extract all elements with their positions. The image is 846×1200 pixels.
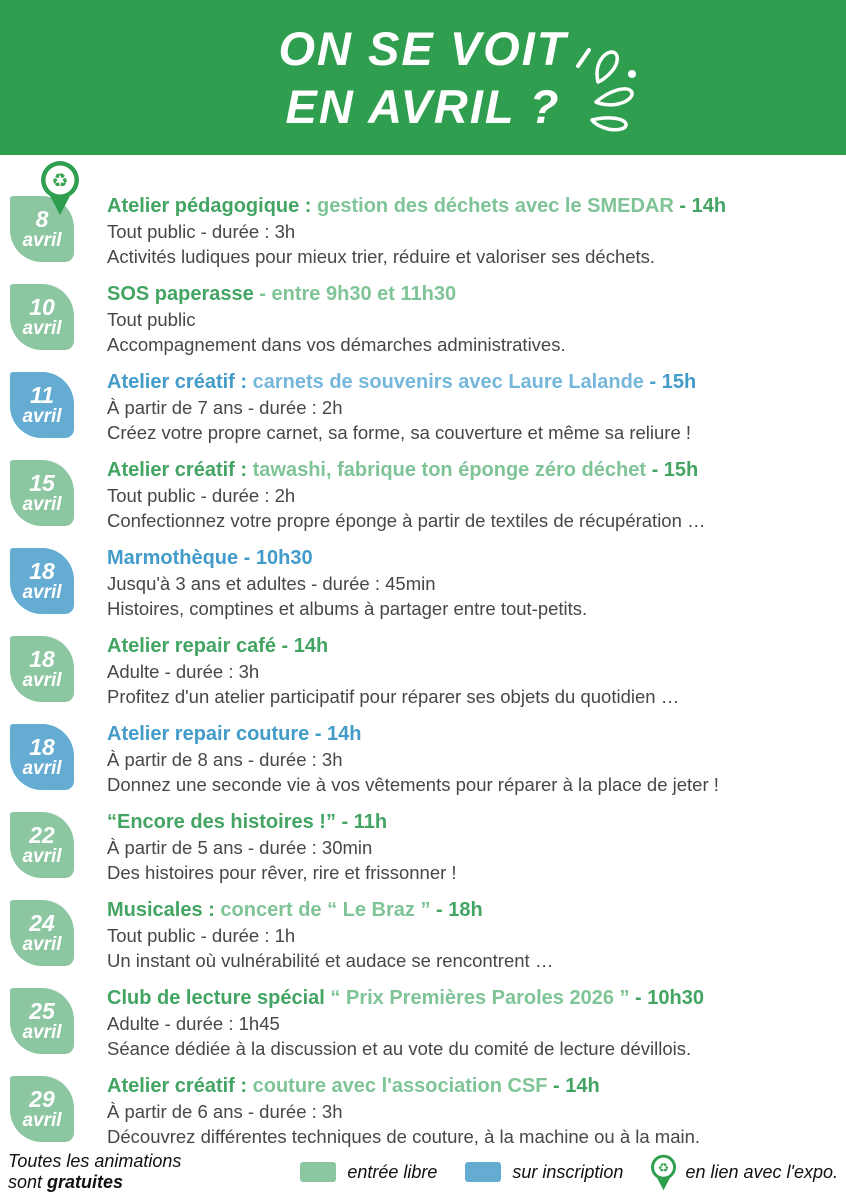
event-row: [10, 457, 836, 545]
date-day: 18: [29, 557, 55, 584]
event-content: [107, 721, 719, 809]
date-day: 22: [29, 821, 55, 848]
event-meta: À partir de 8 ans - durée : 3h: [107, 749, 343, 770]
date-badge: [10, 284, 74, 350]
expo-link-label: en lien avec l'expo.: [685, 1161, 838, 1182]
date-day: 29: [29, 1085, 55, 1112]
date-day: 15: [29, 469, 55, 496]
event-row: [10, 633, 836, 721]
poster-title-line2: EN AVRIL ?: [285, 79, 561, 133]
event-title: Musicales : concert de “ Le Braz ” - 18h: [107, 899, 483, 921]
footer-note-bold: gratuites: [47, 1172, 124, 1192]
date-month: avril: [22, 758, 62, 780]
date-badge: [10, 636, 74, 702]
date-badge-wrap: [10, 369, 74, 457]
date-badge-wrap: [10, 457, 74, 545]
date-month: avril: [22, 670, 62, 692]
footer-note: [8, 1151, 268, 1193]
date-month: avril: [22, 406, 62, 428]
event-description: Séance dédiée à la discussion et au vote du comité de lecture dévillois.: [107, 1038, 692, 1059]
event-description: Découvrez différentes techniques de couture, à la machine ou à la main.: [107, 1126, 701, 1147]
date-badge-wrap: [10, 721, 74, 809]
date-day: 18: [29, 733, 55, 760]
date-badge: [10, 372, 74, 438]
event-meta: Tout public - durée : 1h: [107, 925, 296, 946]
event-content: [107, 897, 553, 985]
event-row: [10, 281, 836, 369]
expo-pin-icon: [38, 160, 82, 216]
event-content: [107, 369, 696, 457]
date-day: 8: [35, 205, 49, 232]
event-meta: Tout public: [107, 309, 196, 330]
date-month: avril: [22, 230, 62, 252]
event-title: Atelier créatif : couture avec l'association CSF - 14h: [107, 1075, 600, 1097]
expo-pin-legend-icon: [649, 1154, 678, 1191]
event-meta: À partir de 6 ans - durée : 3h: [107, 1101, 343, 1122]
date-badge: [10, 460, 74, 526]
date-badge-wrap: [10, 633, 74, 721]
event-description: Des histoires pour rêver, rire et frissonner !: [107, 862, 457, 883]
date-day: 10: [29, 293, 55, 320]
event-meta: Adulte - durée : 3h: [107, 661, 260, 682]
event-content: [107, 633, 679, 721]
event-row: [10, 809, 836, 897]
event-row: [10, 170, 836, 281]
event-title: Club de lecture spécial “ Prix Premières Paroles 2026 ” - 10h30: [107, 987, 704, 1009]
date-badge: [10, 548, 74, 614]
date-month: avril: [22, 318, 62, 340]
event-content: [107, 1073, 700, 1161]
poster-title: [279, 20, 568, 136]
date-day: 11: [30, 381, 54, 408]
svg-text:♻: ♻: [51, 170, 69, 192]
event-meta: Adulte - durée : 1h45: [107, 1013, 280, 1034]
event-title: Marmothèque - 10h30: [107, 547, 313, 569]
sparkle-doodle-icon: [570, 40, 646, 138]
event-title: Atelier pédagogique : gestion des déchets avec le SMEDAR - 14h: [107, 195, 727, 217]
event-title: Atelier créatif : tawashi, fabrique ton éponge zéro déchet - 15h: [107, 459, 699, 481]
date-badge-wrap: [10, 170, 74, 281]
date-badge-wrap: [10, 809, 74, 897]
event-content: [107, 545, 587, 633]
event-content: [107, 457, 706, 545]
event-row: [10, 897, 836, 985]
date-day: 25: [29, 997, 55, 1024]
date-month: avril: [22, 1022, 62, 1044]
date-month: avril: [22, 494, 62, 516]
date-badge-wrap: [10, 281, 74, 369]
date-month: avril: [22, 934, 62, 956]
entree-libre-label: entrée libre: [347, 1161, 438, 1182]
event-meta: Tout public - durée : 2h: [107, 485, 296, 506]
sur-inscription-label: sur inscription: [512, 1161, 624, 1182]
footer-note-regular: Toutes les animations sont: [8, 1151, 182, 1192]
event-row: [10, 985, 836, 1073]
event-description: Confectionnez votre propre éponge à partir de textiles de récupération …: [107, 510, 706, 531]
entree-libre-swatch: [300, 1162, 336, 1182]
event-content: [107, 809, 457, 897]
svg-text:♻: ♻: [658, 1159, 670, 1175]
event-title: SOS paperasse - entre 9h30 et 11h30: [107, 283, 457, 305]
date-badge: [10, 812, 74, 878]
date-badge-wrap: [10, 897, 74, 985]
event-title: Atelier repair couture - 14h: [107, 723, 362, 745]
event-meta: À partir de 7 ans - durée : 2h: [107, 397, 343, 418]
date-badge-wrap: [10, 985, 74, 1073]
event-row: [10, 369, 836, 457]
event-title: Atelier repair café - 14h: [107, 635, 329, 657]
event-row: [10, 545, 836, 633]
poster-header: [0, 0, 846, 155]
event-description: Créez votre propre carnet, sa forme, sa couverture et même sa reliure !: [107, 422, 692, 443]
event-content: [107, 193, 726, 281]
event-description: Profitez d'un atelier participatif pour réparer ses objets du quotidien …: [107, 686, 680, 707]
date-badge: [10, 988, 74, 1054]
date-badge-wrap: [10, 545, 74, 633]
event-description: Un instant où vulnérabilité et audace se rencontrent …: [107, 950, 554, 971]
sur-inscription-swatch: [465, 1162, 501, 1182]
date-badge: [10, 900, 74, 966]
event-row: [10, 721, 836, 809]
event-meta: À partir de 5 ans - durée : 30min: [107, 837, 373, 858]
event-title: “Encore des histoires !” - 11h: [107, 811, 388, 833]
poster-title-line1: ON SE VOIT: [278, 21, 568, 75]
event-description: Histoires, comptines et albums à partager entre tout-petits.: [107, 598, 588, 619]
event-content: [107, 281, 566, 369]
event-row: [10, 1073, 836, 1161]
date-badge-wrap: [10, 1073, 74, 1161]
event-meta: Jusqu'à 3 ans et adultes - durée : 45min: [107, 573, 436, 594]
date-badge: [10, 1076, 74, 1142]
event-description: Activités ludiques pour mieux trier, réduire et valoriser ses déchets.: [107, 246, 656, 267]
events-list: [10, 155, 836, 1161]
event-title: Atelier créatif : carnets de souvenirs avec Laure Lalande - 15h: [107, 371, 697, 393]
date-badge: [10, 724, 74, 790]
date-month: avril: [22, 846, 62, 868]
date-day: 18: [29, 645, 55, 672]
event-description: Accompagnement dans vos démarches administratives.: [107, 334, 566, 355]
footer-legend: [0, 1151, 846, 1200]
date-month: avril: [22, 582, 62, 604]
event-content: [107, 985, 704, 1073]
event-meta: Tout public - durée : 3h: [107, 221, 296, 242]
event-description: Donnez une seconde vie à vos vêtements pour réparer à la place de jeter !: [107, 774, 719, 795]
date-day: 24: [29, 909, 55, 936]
date-month: avril: [22, 1110, 62, 1132]
